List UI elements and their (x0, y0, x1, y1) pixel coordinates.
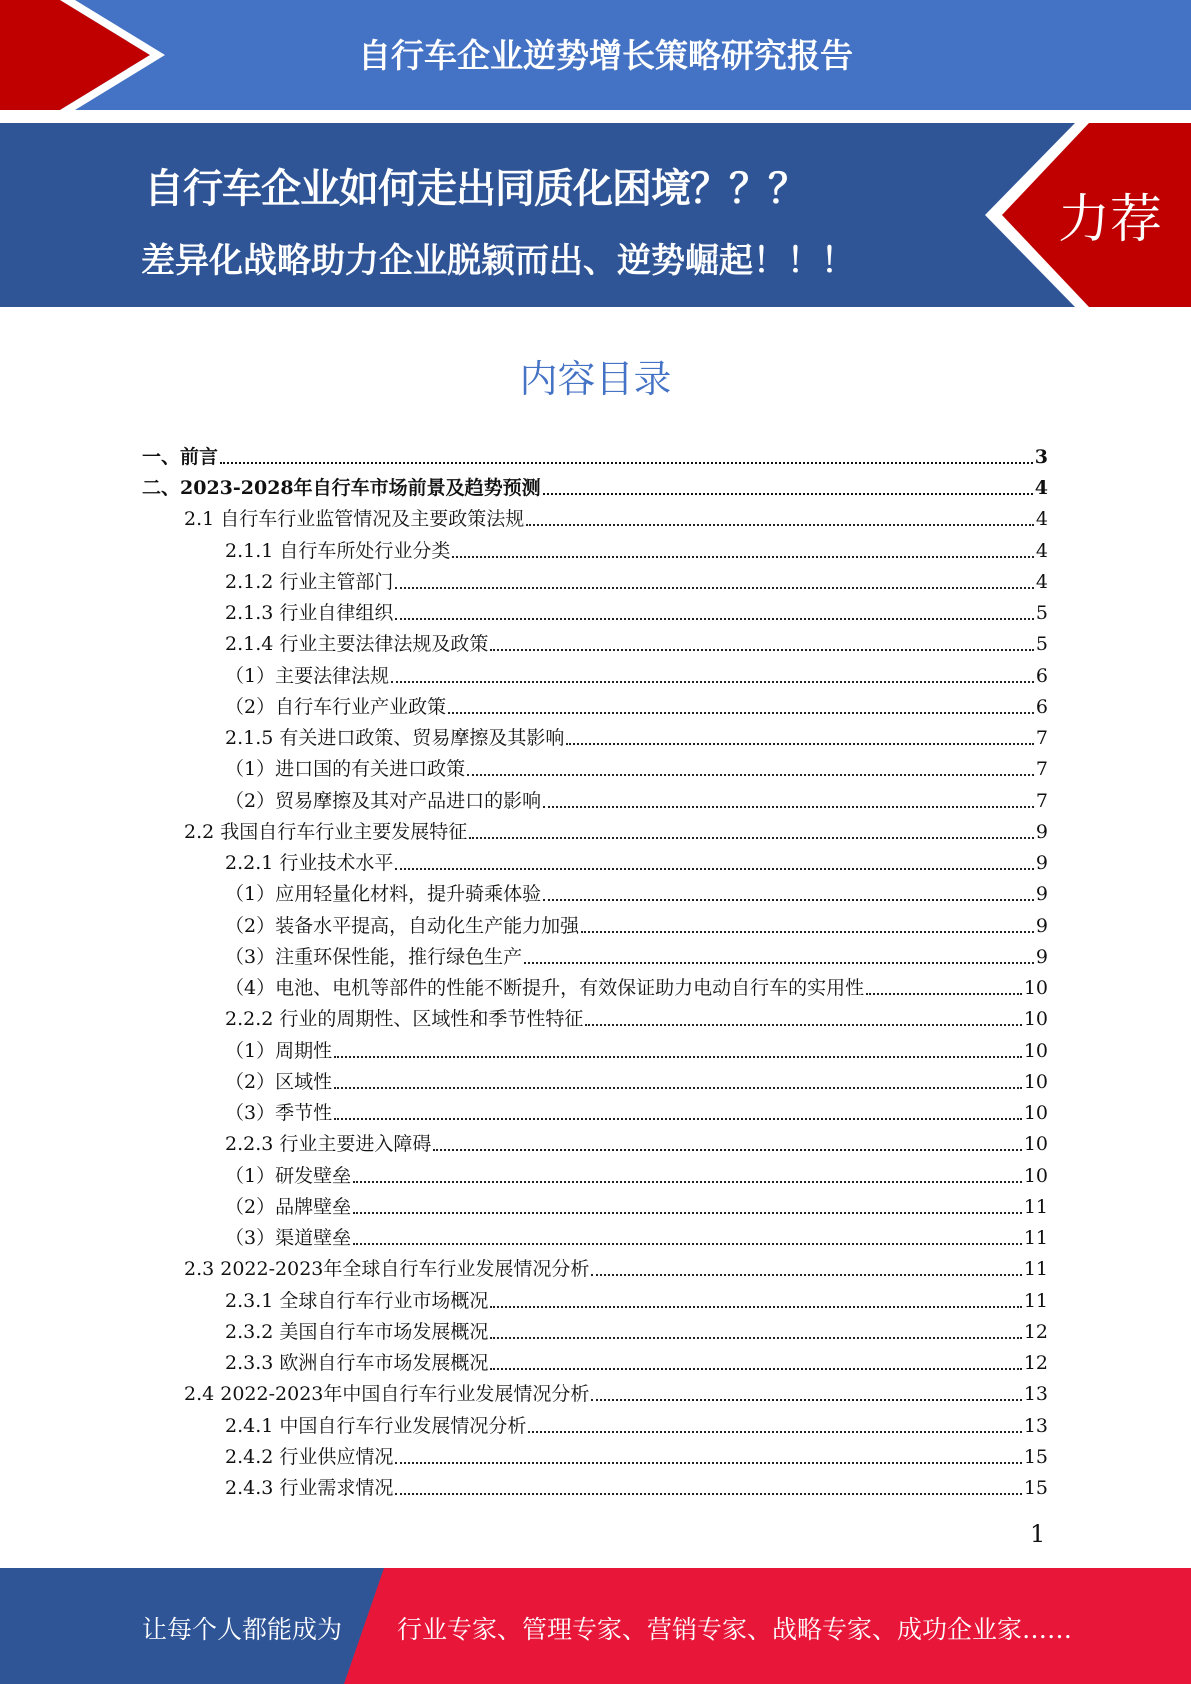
toc-entry[interactable]: （1）主要法律法规 6 (225, 665, 1048, 687)
toc-entry[interactable]: （1）研发壁垒 10 (225, 1165, 1048, 1187)
toc-entry[interactable]: （3）渠道壁垒 11 (225, 1227, 1048, 1249)
toc-entry[interactable]: 2.4.3 行业需求情况 15 (225, 1477, 1048, 1499)
toc-entry[interactable]: 2.4 2022-2023年中国自行车行业发展情况分析 13 (184, 1383, 1048, 1405)
toc-entry[interactable]: （4）电池、电机等部件的性能不断提升，有效保证助力电动自行车的实用性 10 (225, 977, 1048, 999)
toc-entry[interactable]: 2.1.1 自行车所处行业分类 4 (225, 540, 1048, 562)
toc-entry[interactable]: 2.1.3 行业自律组织 5 (225, 602, 1048, 624)
report-title: 自行车企业逆势增长策略研究报告 (358, 36, 853, 75)
footer-banner (0, 1568, 1191, 1684)
toc-entry[interactable]: 2.2.1 行业技术水平 9 (225, 852, 1048, 874)
toc-title: 内容目录 (519, 357, 672, 401)
toc-entry[interactable]: 2.3 2022-2023年全球自行车行业发展情况分析 11 (184, 1258, 1048, 1280)
toc-entry[interactable]: （2）贸易摩擦及其对产品进口的影响 7 (225, 790, 1048, 812)
footer-slogan-right: 行业专家、管理专家、营销专家、战略专家、成功企业家…… (397, 1615, 1073, 1644)
page-number: 1 (1030, 1520, 1046, 1548)
toc-entry[interactable]: 2.1 自行车行业监管情况及主要政策法规 4 (184, 508, 1048, 530)
toc-entry[interactable]: 2.3.1 全球自行车行业市场概况 11 (225, 1290, 1048, 1312)
footer-slogan-left: 让每个人都能成为 (142, 1615, 343, 1644)
toc-entry[interactable]: 2.1.4 行业主要法律法规及政策 5 (225, 633, 1048, 655)
recommend-badge: 力荐 (1058, 190, 1163, 250)
toc-entry[interactable]: （2）品牌壁垒 11 (225, 1196, 1048, 1218)
toc-entry[interactable]: 2.1.2 行业主管部门 4 (225, 571, 1048, 593)
toc-entry[interactable]: （2）区域性 10 (225, 1071, 1048, 1093)
toc-entry[interactable]: （3）季节性 10 (225, 1102, 1048, 1124)
toc-entry[interactable]: 2.3.2 美国自行车市场发展概况 12 (225, 1321, 1048, 1343)
toc-entry[interactable]: 2.3.3 欧洲自行车市场发展概况 12 (225, 1352, 1048, 1374)
toc-entry[interactable]: 二、2023-2028年自行车市场前景及趋势预测 4 (142, 477, 1048, 499)
toc-entry[interactable]: 2.4.1 中国自行车行业发展情况分析 13 (225, 1415, 1048, 1437)
toc-entry[interactable]: 2.2.3 行业主要进入障碍 10 (225, 1133, 1048, 1155)
hero-banner (0, 123, 1191, 307)
hero-subheadline: 差异化战略助力企业脱颖而出、逆势崛起！！！ (141, 241, 855, 281)
toc-entry[interactable]: （2）自行车行业产业政策 6 (225, 696, 1048, 718)
toc-entry[interactable]: 一、前言 3 (142, 446, 1048, 468)
toc-entry[interactable]: （1）周期性 10 (225, 1040, 1048, 1062)
top-banner (0, 0, 1191, 110)
toc-entry[interactable]: （1）进口国的有关进口政策 7 (225, 758, 1048, 780)
toc-entry[interactable]: 2.2.2 行业的周期性、区域性和季节性特征 10 (225, 1008, 1048, 1030)
toc-entry[interactable]: 2.4.2 行业供应情况 15 (225, 1446, 1048, 1468)
toc-entry[interactable]: （3）注重环保性能，推行绿色生产 9 (225, 946, 1048, 968)
hero-headline: 自行车企业如何走出同质化困境？？？ (144, 166, 807, 212)
toc-entry[interactable]: （1）应用轻量化材料，提升骑乘体验 9 (225, 883, 1048, 905)
toc-entry[interactable]: 2.2 我国自行车行业主要发展特征 9 (184, 821, 1048, 843)
toc-entry[interactable]: （2）装备水平提高，自动化生产能力加强 9 (225, 915, 1048, 937)
toc-entry[interactable]: 2.1.5 有关进口政策、贸易摩擦及其影响 7 (225, 727, 1048, 749)
